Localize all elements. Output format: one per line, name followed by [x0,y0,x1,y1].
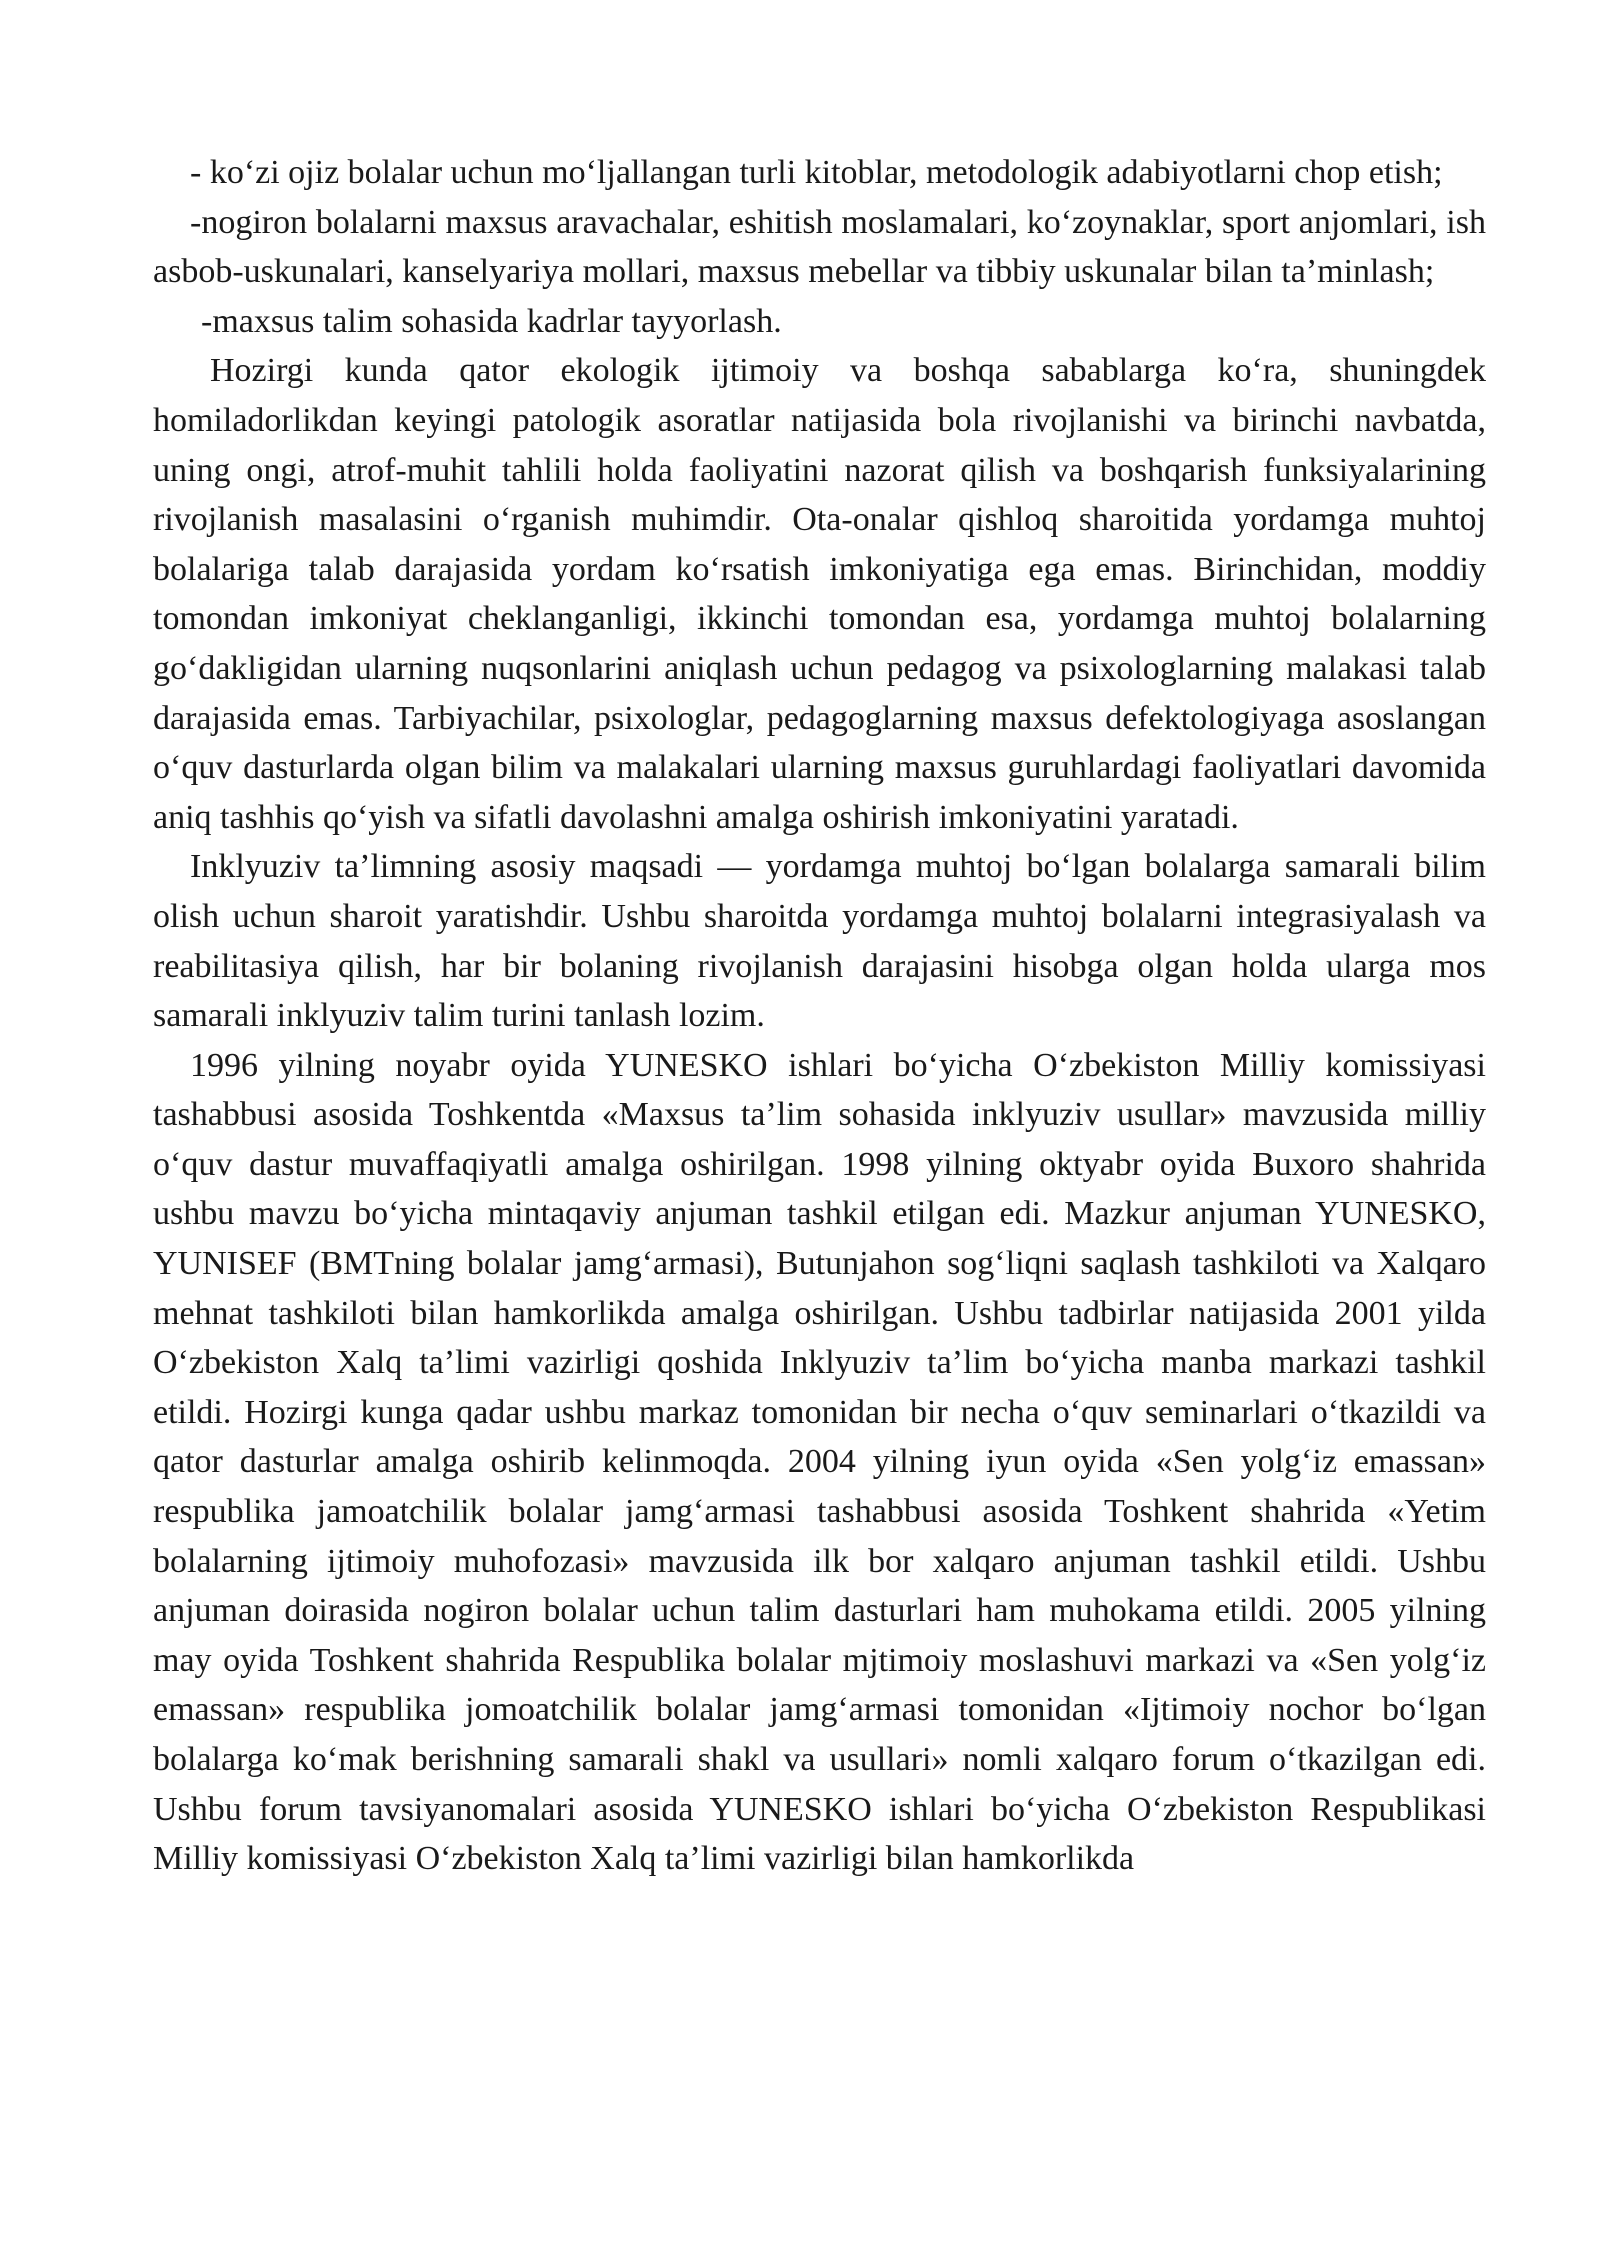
paragraph-development-factors: Hozirgi kunda qator ekologik ijtimoiy va boshqa sabablarga ko‘ra, shuningdek homiladorlikdan keyingi patologik asoratlar natijasida bola rivojlanishi va birinchi navbatda, uning ongi, atrof-muhit tahlili holda faoliyatini nazorat qilish va boshqarish funksiyalarining rivojlanish masalasini o‘rganish muhimdir. Ota-onalar qishloq sharoitida yordamga muhtoj bolalariga talab darajasida yordam ko‘rsatish imkoniyatiga ega emas. Birinchidan, moddiy tomondan imkoniyat cheklanganligi, ikkinchi tomondan esa, yordamga muhtoj bolalarning go‘dakligidan ularning nuqsonlarini aniqlash uchun pedagog va psixologlarning malakasi talab darajasida emas. Tarbiyachilar, psixologlar, pedagoglarning maxsus defektologiyaga asoslangan o‘quv dasturlarda olgan bilim va malakalari ularning maxsus guruhlardagi faoliyatlari davomida aniq tashhis qo‘yish va sifatli davolashni amalga oshirish imkoniyatini yaratadi. [153,352,1486,836]
paragraph-disabled-children-equipment: -nogiron bolalarni maxsus aravachalar, eshitish moslamalari, ko‘zoynaklar, sport anjomlari, ish asbob-uskunalari, kanselyariya mollari, maxsus mebellar va tibbiy uskunalar bilan ta’minlash; [153,203,1486,291]
paragraph-staff-training: -maxsus talim sohasida kadrlar tayyorlash. [201,302,782,340]
body-text [153,148,1486,1884]
paragraph-inclusive-education-goal: Inklyuziv ta’limning asosiy maqsadi — yordamga muhtoj bo‘lgan bolalarga samarali bilim olish uchun sharoit yaratishdir. Ushbu sharoitda yordamga muhtoj bolalarni integrasiyalash va reabilitasiya qilish, har bir bolaning rivojlanish darajasini hisobga olgan holda ularga mos samarali inklyuziv talim turini tanlash lozim. [153,848,1486,1035]
paragraph-unesco-history: 1996 yilning noyabr oyida YUNESKO ishlari bo‘yicha O‘zbekiston Milliy komissiyasi tashabbusi asosida Toshkentda «Maxsus ta’lim sohasida inklyuziv usullar» mavzusida milliy o‘quv dastur muvaffaqiyatli amalga oshirilgan. 1998 yilning oktyabr oyida Buxoro shahrida ushbu mavzu bo‘yicha mintaqaviy anjuman tashkil etilgan edi. Mazkur anjuman YUNESKO, YUNISEF (BMTning bolalar jamg‘armasi), Butunjahon sog‘liqni saqlash tashkiloti va Xalqaro mehnat tashkiloti bilan hamkorlikda amalga oshirilgan. Ushbu tadbirlar natijasida 2001 yilda O‘zbekiston Xalq ta’limi vazirligi qoshida Inklyuziv ta’lim bo‘yicha manba markazi tashkil etildi. Hozirgi kunga qadar ushbu markaz tomonidan bir necha o‘quv seminarlari o‘tkazildi va qator dasturlar amalga oshirib kelinmoqda. 2004 yilning iyun oyida «Sen yolg‘iz emassan» respublika jamoatchilik bolalar jamg‘armasi tashabbusi asosida Toshkent shahrida «Yetim bolalarning ijtimoiy muhofozasi» mavzusida ilk bor xalqaro anjuman tashkil etildi. Ushbu anjuman doirasida nogiron bolalar uchun talim dasturlari ham muhokama etildi. 2005 yilning may oyida Toshkent shahrida Respublika bolalar mjtimoiy moslashuvi markazi va «Sen yolg‘iz emassan» respublika jomoatchilik bolalar jamg‘armasi tomonidan «Ijtimoiy nochor bo‘lgan bolalarga ko‘mak berishning samarali shakl va usullari» nomli xalqaro forum o‘tkazilgan edi. Ushbu forum tavsiyanomalari asosida YUNESKO ishlari bo‘yicha O‘zbekiston Respublikasi Milliy komissiyasi O‘zbekiston Xalq ta’limi vazirligi bilan hamkorlikda [153,1046,1486,1878]
paragraph-visually-impaired-books: - ko‘zi ojiz bolalar uchun mo‘ljallangan turli kitoblar, metodologik adabiyotlarni chop etish; [190,154,1443,191]
